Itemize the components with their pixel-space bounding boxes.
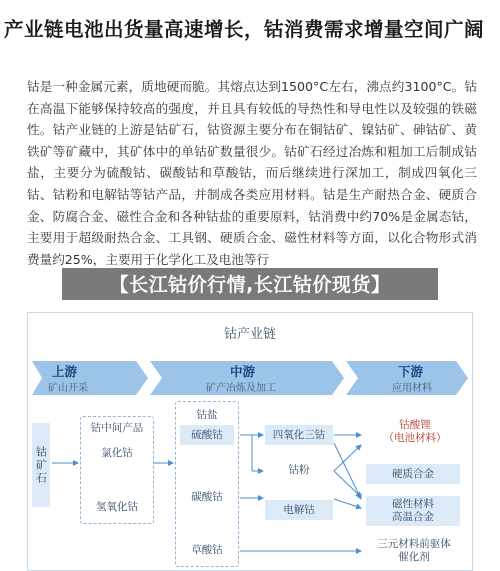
- ore-label: 钴矿石: [34, 445, 48, 485]
- stage-midstream-name: 中游: [230, 364, 256, 379]
- stage-downstream-name: 下游: [398, 364, 424, 379]
- intermediates-label: 钴中间产品: [90, 422, 144, 434]
- application-node: 硬质合金: [366, 464, 460, 484]
- application-node: 磁性材料 高温合金: [366, 496, 460, 526]
- overlay-title: 【长江钴价行情,长江钴价现货】: [109, 274, 391, 296]
- salts-label: 钴盐: [196, 409, 218, 421]
- ore-node: [32, 423, 50, 507]
- cobalt-industry-chain-diagram: [27, 312, 473, 571]
- stage-upstream-name: 上游: [52, 364, 78, 379]
- product-node: 四氧化三钴: [265, 425, 333, 445]
- stage-downstream-sub: 应用材料: [392, 383, 432, 394]
- stage-midstream-sub: 矿产冶炼及加工: [206, 383, 276, 394]
- paragraph-text: 钴是一种金属元素，质地硬而脆。其熔点达到1500°C左右，沸点约3100°C。钴在高温下能够保持较高的强度，并且具有较低的导热性和导电性以及较强的铁磁性。钴产业链的上游是钴矿石，钴资源主要分布在铜钴矿、镍钴矿、砷钴矿、黄铁矿等矿藏中，其矿体中的单钴矿数量很少。钴矿石经过冶炼和粗加工后制成钴盐，主要分为硫酸钴、碳酸钴和草酸钴，而后继续进行深加工，制成四氧化三钴、钴粉和电解钴等钴产品，并制成各类应用材料。钴是生产耐热合金、硬质合金、防腐合金、磁性合金和各种钴盐的重要原料，钴消费中约70%是金属态钴，主要用于超级耐热合金、工具钢、硬质合金、磁性材料等方面，以化合物形式消费量约25%，主要用于化学化工及电池等行: [27, 79, 477, 267]
- intermediate-item: 氢氧化钴: [96, 501, 138, 513]
- article-paragraph: [27, 76, 477, 270]
- product-node: 电解钴: [265, 500, 333, 520]
- video-title-overlay: [62, 268, 438, 300]
- diagram-title: 钴产业链: [223, 327, 276, 342]
- article-headline: 产业链电池出货量高速增长，钴消费需求增量空间广阔: [4, 18, 485, 41]
- salt-node: 硫酸钴: [180, 425, 234, 445]
- product-node: 钴粉: [288, 464, 310, 476]
- stage-upstream-sub: 矿山开采: [48, 383, 88, 394]
- salt-node: 草酸钴: [191, 544, 223, 556]
- intermediate-item: 氯化钴: [101, 447, 133, 459]
- salt-node: 碳酸钴: [191, 491, 223, 503]
- application-item: 三元材料前驱体 催化剂: [377, 538, 451, 563]
- application-item: 钴酸锂 （电池材料）: [383, 419, 447, 444]
